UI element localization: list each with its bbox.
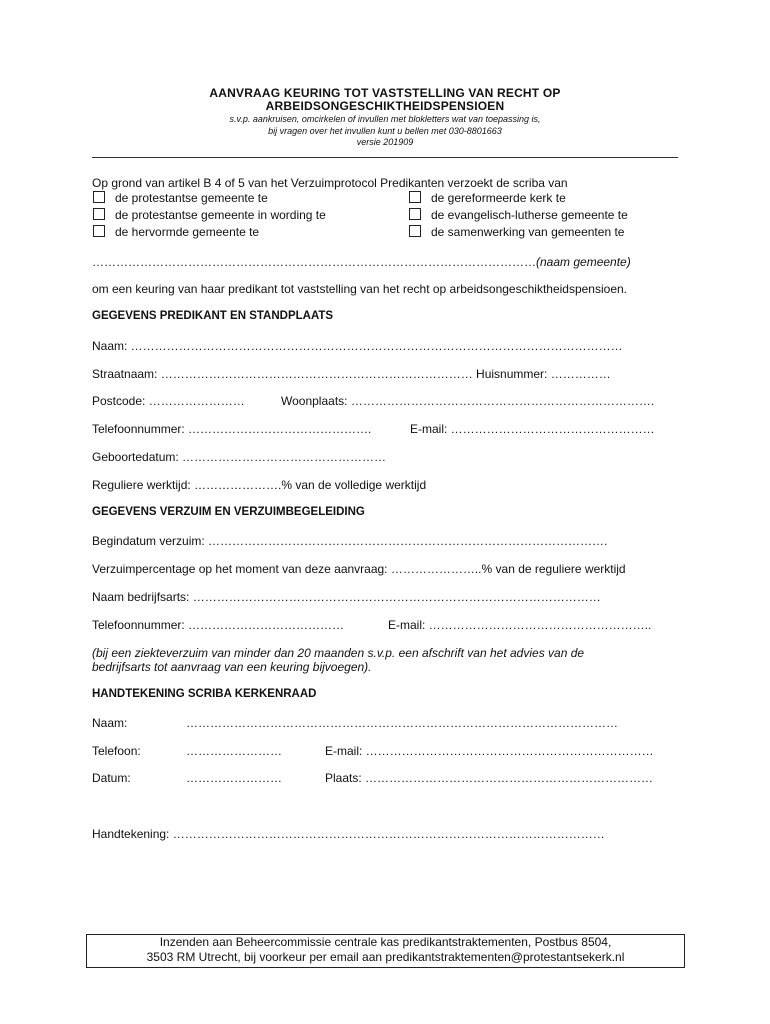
- checkbox-icon[interactable]: [93, 225, 105, 237]
- scriba-datum-label: Datum:: [92, 771, 131, 785]
- submission-line1: Inzenden aan Beheercommissie centrale kas predikantstraktementen, Postbus 8504,: [159, 935, 612, 949]
- naam-field[interactable]: Naam: ……………………………………………………………………………………………………………: [92, 339, 623, 353]
- option-protestantse-gemeente[interactable]: de protestantse gemeente te: [93, 191, 268, 205]
- verzuim-telefoon-field[interactable]: Telefoonnummer: …………………………………: [92, 618, 345, 632]
- option-hervormde-gemeente[interactable]: de hervormde gemeente te: [93, 225, 259, 239]
- begindatum-field[interactable]: Begindatum verzuim: ……………………………………………………………………………………….: [92, 534, 608, 548]
- checkbox-icon[interactable]: [409, 225, 421, 237]
- bedrijfsarts-field[interactable]: Naam bedrijfsarts: …………………………………………………………………………………………: [92, 590, 601, 604]
- checkbox-icon[interactable]: [409, 191, 421, 203]
- option-protestantse-gemeente-in-wording[interactable]: de protestantse gemeente in wording te: [93, 208, 326, 222]
- werktijd-field[interactable]: Reguliere werktijd: ………………….% van de volledige werktijd: [92, 478, 427, 492]
- checkbox-icon[interactable]: [93, 191, 105, 203]
- scriba-telefoon-field[interactable]: ……………………: [186, 744, 282, 758]
- submission-info-box: [86, 934, 685, 968]
- section-heading-handtekening: HANDTEKENING SCRIBA KERKENRAAD: [92, 688, 317, 700]
- gemeente-field[interactable]: …………………………………………………………………………………………………(naam gemeente): [92, 255, 631, 269]
- scriba-email-field[interactable]: E-mail: ………………………………………………………………: [325, 744, 654, 758]
- geboortedatum-field[interactable]: Geboortedatum: ……………………………………………: [92, 450, 387, 464]
- request-text: om een keuring van haar predikant tot vaststelling van het recht op arbeidsongeschiktheidspensioen.: [92, 282, 628, 296]
- intro-text: Op grond van artikel B 4 of 5 van het Verzuimprotocol Predikanten verzoekt de scriba van: [92, 176, 568, 190]
- checkbox-icon[interactable]: [93, 208, 105, 220]
- scriba-naam-label: Naam:: [92, 716, 128, 730]
- telefoon-field[interactable]: Telefoonnummer: ……………………………………….: [92, 422, 372, 436]
- section-heading-predikant: GEGEVENS PREDIKANT EN STANDPLAATS: [92, 310, 334, 322]
- scriba-plaats-field[interactable]: Plaats: ………………………………………………………………: [325, 771, 654, 785]
- option-evangelisch-lutherse-gemeente[interactable]: de evangelisch-lutherse gemeente te: [409, 208, 628, 222]
- straatnaam-field[interactable]: Straatnaam: …………………………………………………………………… Huisnummer: ……………: [92, 367, 611, 381]
- verzuim-email-field[interactable]: E-mail: ………………………………………………..: [388, 618, 652, 632]
- document-title-line2: ARBEIDSONGESCHIKTHEIDSPENSIOEN: [265, 99, 505, 113]
- scriba-telefoon-label: Telefoon:: [92, 744, 141, 758]
- gemeente-label: (naam gemeente): [536, 255, 631, 269]
- checkbox-icon[interactable]: [409, 208, 421, 220]
- scriba-naam-field[interactable]: ………………………………………………………………………………………………: [186, 716, 618, 730]
- header-divider: [92, 157, 678, 158]
- postcode-field[interactable]: Postcode: ……………………: [92, 394, 245, 408]
- document-title-line1: AANVRAAG KEURING TOT VASTSTELLING VAN RECHT OP: [209, 86, 561, 100]
- instruction-line1: s.v.p. aankruisen, omcirkelen of invullen met blokletters wat van toepassing is,: [229, 114, 541, 124]
- submission-line2: 3503 RM Utrecht, bij voorkeur per email aan predikantstraktementen@protestantsekerk.nl: [146, 950, 625, 964]
- option-gereformeerde-kerk[interactable]: de gereformeerde kerk te: [409, 191, 566, 205]
- option-samenwerking-gemeenten[interactable]: de samenwerking van gemeenten te: [409, 225, 624, 239]
- handtekening-field[interactable]: Handtekening: ………………………………………………………………………………………………: [92, 827, 605, 841]
- note-line1: (bij een ziekteverzuim van minder dan 20 maanden s.v.p. een afschrift van het advies van de: [92, 646, 585, 660]
- version-label: versie 201909: [356, 137, 414, 147]
- scriba-datum-field[interactable]: ……………………: [186, 771, 282, 785]
- verzuimpercentage-field[interactable]: Verzuimpercentage op het moment van deze aanvraag: …………………..% van de reguliere werktijd: [92, 562, 626, 576]
- instruction-line2: bij vragen over het invullen kunt u bellen met 030-8801663: [268, 126, 502, 136]
- email-field[interactable]: E-mail: ……………………………………………: [410, 422, 655, 436]
- note-line2: bedrijfsarts tot aanvraag van een keuring bijvoegen).: [92, 660, 372, 674]
- section-heading-verzuim: GEGEVENS VERZUIM EN VERZUIMBEGELEIDING: [92, 506, 365, 518]
- woonplaats-field[interactable]: Woonplaats: ………………………………………………………………….: [281, 394, 655, 408]
